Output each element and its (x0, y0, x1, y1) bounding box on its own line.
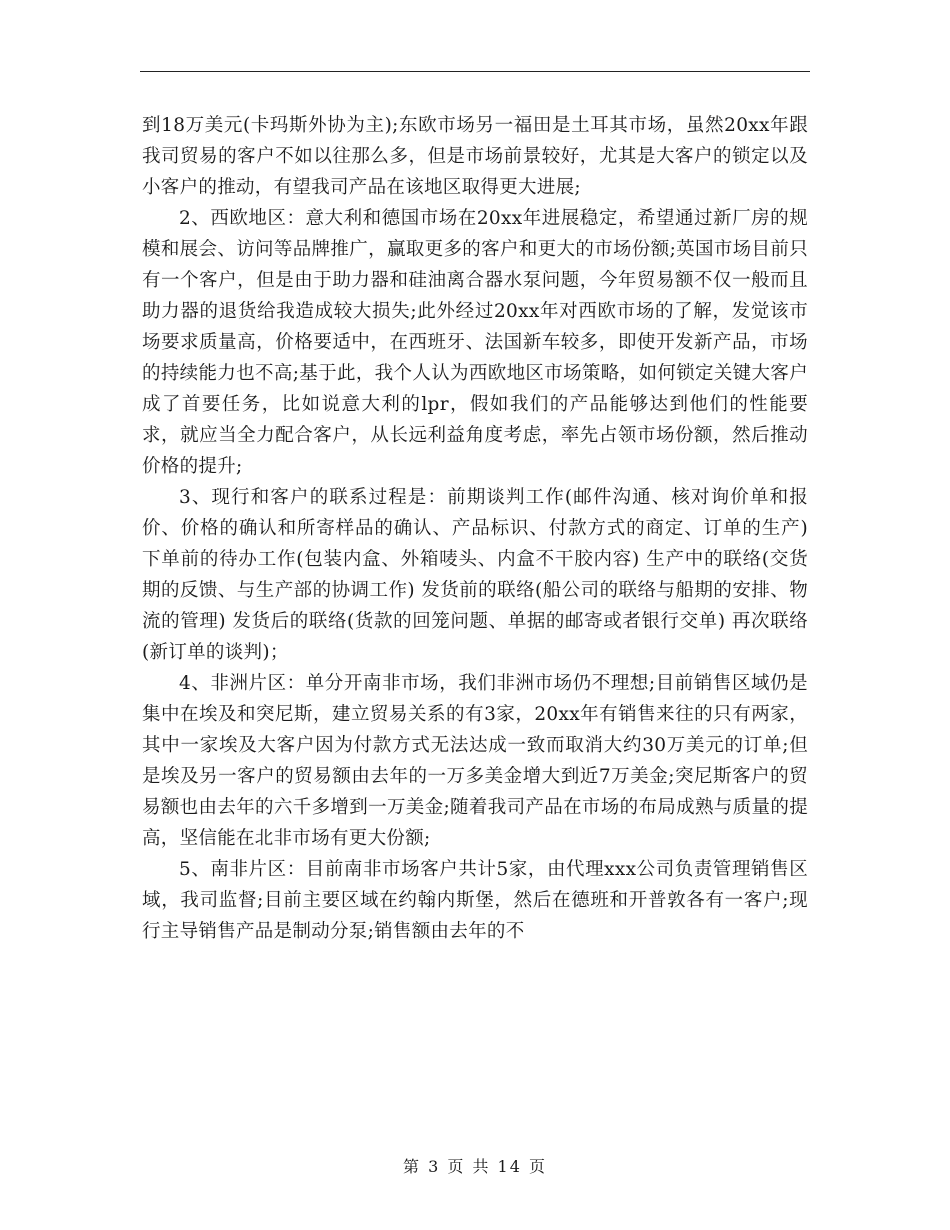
paragraph-1: 到18万美元(卡玛斯外协为主);东欧市场另一福田是土耳其市场，虽然20xx年跟我司贸易的客户不如以往那么多，但是市场前景较好，尤其是大客户的锁定以及小客户的推动，有望我司产品在该地区取得更大进展; (142, 115, 808, 198)
paragraph-4-africa: 4、非洲片区：单分开南非市场，我们非洲市场仍不理想;目前销售区域仍是集中在埃及和突尼斯，建立贸易关系的有3家，20xx年有销售来往的只有两家，其中一家埃及大客户因为付款方式无法达成一致而取消大约30万美元的订单;但是埃及另一客户的贸易额由去年的一万多美金增大到近7万美金;突尼斯客户的贸易额也由去年的六千多增到一万美金;随着我司产品在市场的布局成熟与质量的提高，坚信能在北非市场有更大份额; (142, 673, 808, 849)
page-number-footer: 第 3 页 共 14 页 (403, 1157, 547, 1176)
header-divider (140, 71, 810, 72)
paragraph-5-south-africa: 5、南非片区：目前南非市场客户共计5家，由代理xxx公司负责管理销售区域，我司监督;目前主要区域在约翰内斯堡，然后在德班和开普敦各有一客户;现行主导销售产品是制动分泵;销售额由去年的不 (142, 859, 808, 942)
paragraph-2-western-europe: 2、西欧地区：意大利和德国市场在20xx年进展稳定，希望通过新厂房的规模和展会、访问等品牌推广，赢取更多的客户和更大的市场份额;英国市场目前只有一个客户，但是由于助力器和硅油离合器水泵问题，今年贸易额不仅一般而且助力器的退货给我造成较大损失;此外经过20xx年对西欧市场的了解，发觉该市场要求质量高，价格要适中，在西班牙、法国新车较多，即使开发新产品，市场的持续能力也不高;基于此，我个人认为西欧地区市场策略，如何锁定关键大客户成了首要任务，比如说意大利的lpr，假如我们的产品能够达到他们的性能要求，就应当全力配合客户，从长远利益角度考虑，率先占领市场份额，然后推动价格的提升; (142, 208, 808, 477)
document-body (142, 110, 808, 947)
paragraph-3-customer-contact: 3、现行和客户的联系过程是：前期谈判工作(邮件沟通、核对询价单和报价、价格的确认和所寄样品的确认、产品标识、付款方式的商定、订单的生产) 下单前的待办工作(包装内盒、外箱唛头、内盒不干胶内容) 生产中的联络(交货期的反馈、与生产部的协调工作) 发货前的联络(船公司的联络与船期的安排、物流的管理) 发货后的联络(货款的回笼问题、单据的邮寄或者银行交单) 再次联络(新订单的谈判)； (142, 487, 808, 663)
